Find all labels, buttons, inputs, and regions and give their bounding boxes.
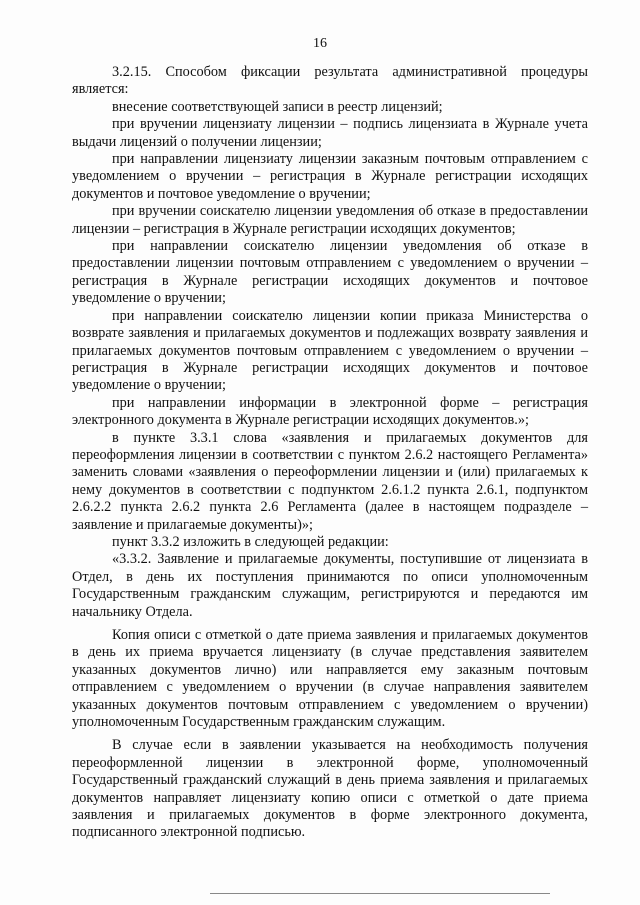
paragraph: при вручении соискателю лицензии уведомления об отказе в предоставлении лицензии – регистрация в Журнале регистрации исходящих документов;: [72, 203, 588, 237]
paragraph: при направлении информации в электронной форме – регистрация электронного документа в Журнале регистрации исходящих документов.»;: [72, 394, 588, 429]
paragraph: при направлении соискателю лицензии копии приказа Министерства о возврате заявления и прилагаемых документов и подлежащих возврату заявления и прилагаемых документов почтовым отправлением с уведомлением о вручении – регистрация в Журнале регистрации исходящих документов и почтовое уведомление о вручении;: [72, 307, 588, 394]
paragraph: «3.3.2. Заявление и прилагаемые документы, поступившие от лицензиата в Отдел, в день их поступления принимаются по описи уполномоченным Государственным гражданским служащим, регистрируются и передаются им начальнику Отдела.: [72, 551, 588, 620]
paragraph: 3.2.15. Способом фиксации результата административной процедуры является:: [72, 64, 588, 98]
page-number: 16: [313, 36, 327, 51]
paragraph: внесение соответствующей записи в реестр лицензий;: [112, 98, 443, 115]
paragraph: в пункте 3.3.1 слова «заявления и прилагаемых документов для переоформления лицензии в соответствии с пунктом 2.6.2 настоящего Регламента» заменить словами «заявления о переоформлении лицензии и (или) прилагаемых к нему документов в соответствии с подпунктом 2.6.1.2 пункта 2.6.1, подпунктом 2.6.2.2 пункта 2.6.2 пункта 2.6 Регламента (далее в настоящем подразделе – заявление и прилагаемые документы)»;: [72, 429, 588, 533]
document-body: [72, 64, 588, 842]
paragraph: при направлении соискателю лицензии уведомления об отказе в предоставлении лицензии почтовым отправлением с уведомлением о вручении – регистрация в Журнале регистрации исходящих документов и почтовое уведомление о вручении;: [72, 238, 588, 307]
paragraph: Копия описи с отметкой о дате приема заявления и прилагаемых документов в день их приема вручается лицензиату (в случае представления заявителем указанных документов лично) или направляется ему заказным почтовым отправлением с уведомлением о вручении (в случае направления заявителем указанных документов почтовым отправлением с уведомлением о вручении) уполномоченным Государственным гражданским служащим.: [72, 627, 588, 731]
bottom-divider: [210, 893, 550, 894]
paragraph: пункт 3.3.2 изложить в следующей редакции:: [112, 533, 389, 550]
paragraph: В случае если в заявлении указывается на необходимость получения переоформленной лицензии в электронной форме, уполномоченный Государственный гражданский служащий в день приема заявления и прилагаемых документов направляет лицензиату копию описи с отметкой о дате приема заявления и прилагаемых документов в форме электронного документа, подписанного электронной подписью.: [72, 737, 588, 841]
paragraph: при направлении лицензиату лицензии заказным почтовым отправлением с уведомлением о вручении – регистрация в Журнале регистрации исходящих документов и почтовое уведомление о вручении;: [72, 151, 588, 202]
paragraph: при вручении лицензиату лицензии – подпись лицензиата в Журнале учета выдачи лицензий о получении лицензии;: [72, 116, 588, 150]
